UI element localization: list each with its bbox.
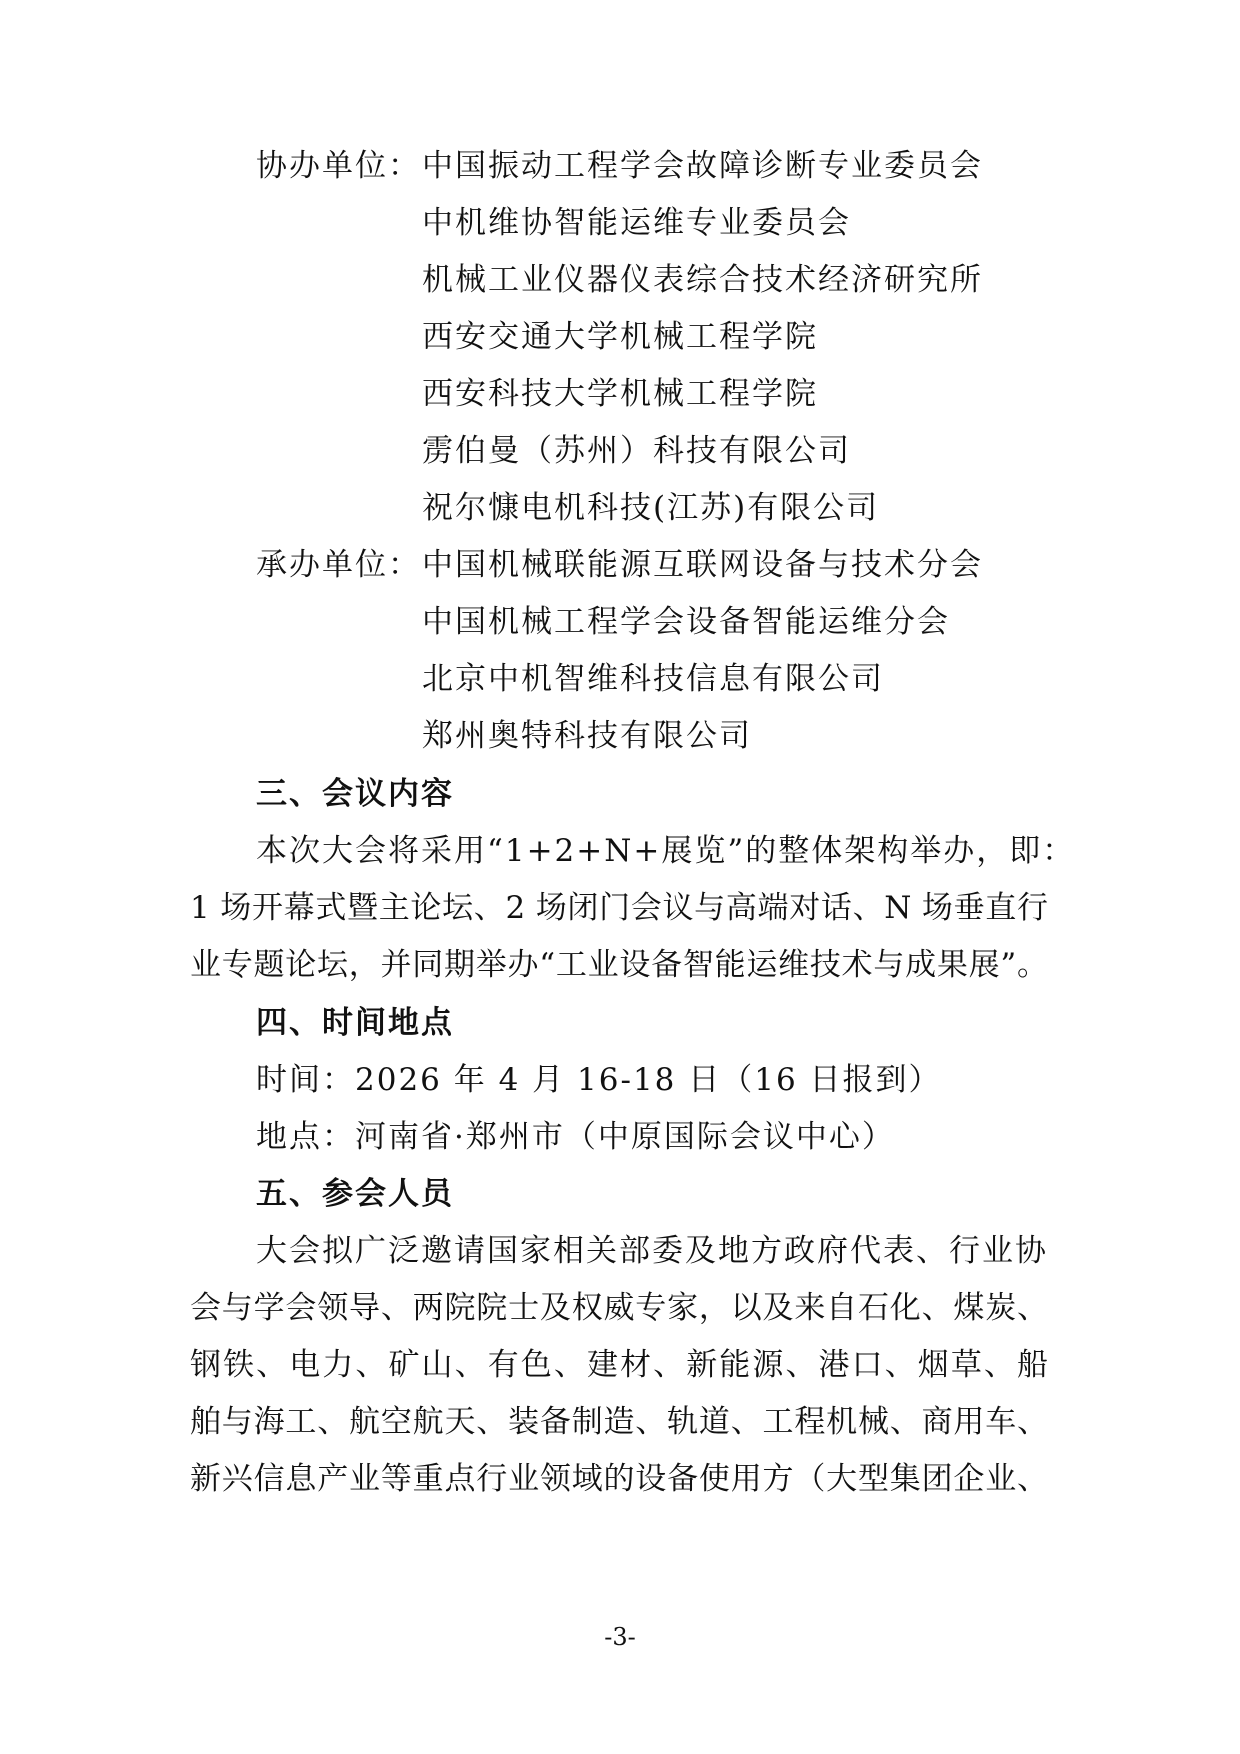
- organizer-item: 中国机械联能源互联网设备与技术分会: [422, 547, 983, 583]
- organizer-item: 北京中机智维科技信息有限公司: [422, 661, 884, 697]
- organizer-item: 中国机械工程学会设备智能运维分会: [422, 604, 950, 640]
- organizer-row-1: [256, 545, 983, 585]
- meeting-content-line: 业专题论坛，并同期举办“工业设备智能运维技术与成果展”。: [190, 947, 1048, 983]
- meeting-place: 地点：河南省·郑州市（中原国际会议中心）: [256, 1119, 895, 1155]
- attendees-line: 舶与海工、航空航天、装备制造、轨道、工程机械、商用车、: [190, 1404, 1048, 1440]
- co-organizer-item: 机械工业仪器仪表综合技术经济研究所: [422, 262, 983, 298]
- section-heading-attendees: 五、参会人员: [256, 1176, 454, 1212]
- co-organizer-item: 雳伯曼（苏州）科技有限公司: [422, 433, 851, 469]
- page-number: -3-: [604, 1623, 636, 1651]
- co-organizer-item: 中机维协智能运维专业委员会: [422, 205, 851, 241]
- attendees-line: 新兴信息产业等重点行业领域的设备使用方（大型集团企业、: [190, 1461, 1048, 1497]
- co-organizers-label: 协办单位：: [256, 148, 421, 184]
- co-organizer-item: 西安科技大学机械工程学院: [422, 376, 818, 412]
- section-heading-meeting-content: 三、会议内容: [256, 776, 454, 812]
- attendees-line: 大会拟广泛邀请国家相关部委及地方政府代表、行业协: [256, 1233, 1048, 1269]
- co-organizer-item: 中国振动工程学会故障诊断专业委员会: [422, 148, 983, 184]
- co-organizer-row-1: [256, 146, 983, 186]
- co-organizer-item: 西安交通大学机械工程学院: [422, 319, 818, 355]
- co-organizer-item: 祝尔慷电机科技(江苏)有限公司: [422, 490, 880, 526]
- organizer-item: 郑州奥特科技有限公司: [422, 718, 752, 754]
- meeting-content-line: 1 场开幕式暨主论坛、2 场闭门会议与高端对话、N 场垂直行: [190, 890, 1048, 926]
- attendees-line: 钢铁、电力、矿山、有色、建材、新能源、港口、烟草、船: [190, 1347, 1048, 1383]
- meeting-time: 时间：2026 年 4 月 16-18 日（16 日报到）: [256, 1062, 942, 1098]
- section-heading-time-place: 四、时间地点: [256, 1005, 454, 1041]
- organizers-label: 承办单位：: [256, 547, 421, 583]
- meeting-content-line: 本次大会将采用“1+2+N+展览”的整体架构举办，即：: [256, 833, 1076, 869]
- attendees-line: 会与学会领导、两院院士及权威专家，以及来自石化、煤炭、: [190, 1290, 1048, 1326]
